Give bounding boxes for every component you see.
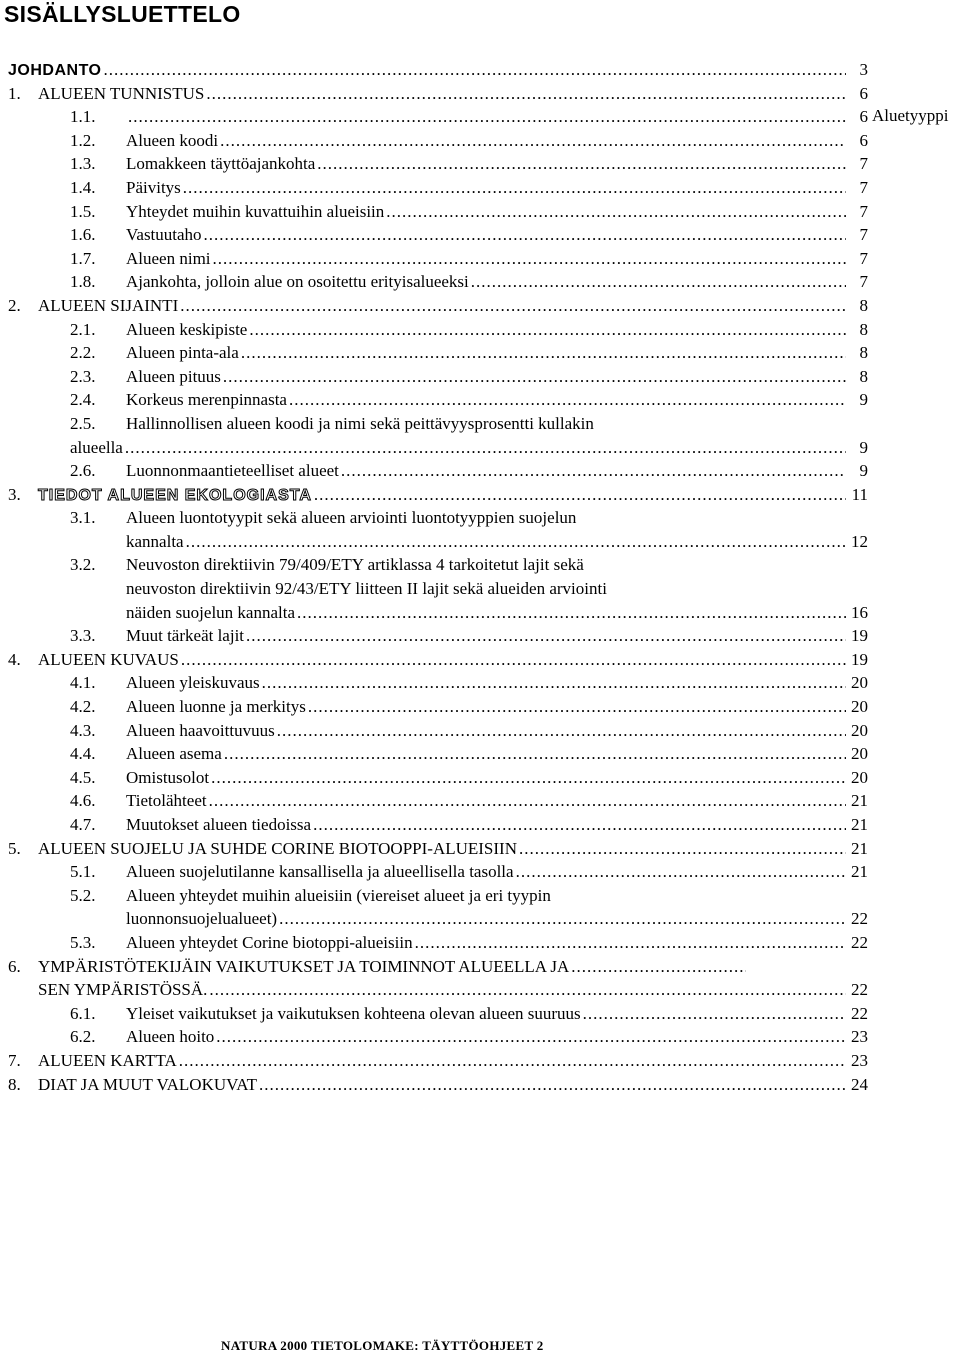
toc-entry [8,789,868,813]
toc-page-number: 24 [851,1074,868,1094]
toc-number: 3.1. [70,508,96,528]
toc-page-number: 22 [851,980,868,1000]
toc-page-number: 8 [859,366,868,386]
toc-leader-dots [314,483,846,507]
toc-entry [8,200,868,224]
toc-number: 5.2. [70,885,96,905]
toc-leader-dots [308,695,846,719]
toc-leader-dots [223,365,846,389]
toc-entry [8,1073,868,1097]
toc-entry [8,648,868,672]
toc-number: 2.3. [70,366,96,386]
toc-entry [8,483,868,507]
toc-leader-dots [259,1073,846,1097]
toc-leader-dots [211,766,846,790]
toc-entry [8,577,868,601]
toc-number: 3. [8,484,21,504]
toc-number: 8. [8,1074,21,1094]
toc-label: luonnonsuojelualueet) [126,907,279,931]
toc-page-number: 20 [851,720,868,740]
toc-label: ALUEEN TUNNISTUS [38,82,206,106]
toc-page-number: 7 [859,225,868,245]
side-text: Aluetyyppi [872,106,949,125]
toc-number: 6.1. [70,1003,96,1023]
toc-label: Muutokset alueen tiedoissa [126,813,313,837]
toc-entry [8,223,868,247]
toc-page-number: 9 [859,390,868,410]
toc-leader-dots [213,247,846,271]
toc-number: 1.8. [70,272,96,292]
toc-page-number: 22 [851,1003,868,1023]
toc-leader-dots [317,152,846,176]
toc-leader-dots [180,294,846,318]
toc-number: 4.7. [70,815,96,834]
toc-label: alueella [70,436,125,460]
toc-entry [8,388,868,412]
toc-entry [8,695,868,719]
toc-label: neuvoston direktiivin 92/43/ETY liitteen II lajit sekä alueiden arviointi [126,577,609,601]
toc-leader-dots [277,719,846,743]
toc-leader-dots [220,129,846,153]
toc-leader-dots [583,1002,846,1026]
toc-page-number: 19 [851,626,868,646]
toc-label: Korkeus merenpinnasta [126,388,289,412]
toc-leader-dots [313,813,846,837]
toc-number: 7. [8,1050,21,1070]
toc-leader-dots [209,789,846,813]
toc-leader-dots [241,341,846,365]
toc-leader-dots [289,388,846,412]
toc-leader-dots [181,648,846,672]
toc-label: Alueen yhteydet Corine biotoppi-alueisiin [126,931,415,955]
toc-label: JOHDANTO [8,59,104,83]
toc-label: Omistusolot [126,766,211,790]
toc-label: Muut tärkeät lajit [126,624,246,648]
page-title: SISÄLLYSLUETTELO [4,1,241,27]
toc-page-number: 16 [851,602,868,622]
toc-page-number: 20 [851,744,868,764]
toc-entry [8,671,868,695]
toc-label: Hallinnollisen alueen koodi ja nimi sekä peittävyysprosentti kullakin [126,412,596,436]
toc-entry [8,1049,868,1073]
toc-label: ALUEEN KUVAUS [38,648,181,672]
toc-label: Lomakkeen täyttöajankohta [126,152,317,176]
toc-entry [8,129,868,153]
toc-number: 2.1. [70,319,96,339]
toc-leader-dots [104,58,847,82]
toc-entry [8,530,868,554]
toc-page-number: 3 [859,60,868,79]
toc-page-number: 6 [859,130,868,150]
toc-entry [8,412,868,436]
toc-page-number: 20 [851,673,868,693]
toc-page-number: 22 [851,909,868,929]
toc-page-number: 20 [851,767,868,787]
toc-page-number: 9 [859,437,868,457]
toc-entry [8,624,868,648]
toc-page-number: 7 [859,177,868,197]
toc-entry [8,766,868,790]
toc-number: 2.5. [70,413,96,433]
toc-entry [8,1025,868,1049]
toc-leader-dots [246,624,846,648]
toc-page-number: 22 [851,932,868,952]
toc-leader-dots [386,200,846,224]
toc-number: 2.6. [70,461,96,481]
toc-label: kannalta [126,530,186,554]
toc-page-number: 7 [859,154,868,174]
toc-page-number: 8 [859,319,868,339]
toc-label: Alueen pinta-ala [126,341,241,365]
toc-number: 1.4. [70,177,96,197]
toc-label: Alueen keskipiste [126,318,249,342]
toc-number: 3.3. [70,626,96,646]
toc-leader-dots [186,530,846,554]
toc-label: ALUEEN SUOJELU JA SUHDE CORINE BIOTOOPPI-ALUEISIIN [38,837,519,861]
toc-entry [8,884,868,908]
toc-entry [8,365,868,389]
toc-page-number: 20 [851,697,868,717]
toc-label: YMPÄRISTÖTEKIJÄIN VAIKUTUKSET JA TOIMINNOT ALUEELLA JA [38,955,571,979]
toc-entry [8,341,868,365]
toc-label: Alueen nimi [126,247,213,271]
toc-entry [8,318,868,342]
toc-leader-dots [297,601,846,625]
toc-leader-dots [209,978,846,1002]
toc-label: Luonnonmaantieteelliset alueet [126,459,341,483]
toc-number: 1.1. [70,107,96,127]
toc-page-number: 6 [859,107,868,127]
toc-leader-dots [204,223,846,247]
toc-number: 4. [8,649,21,669]
toc-entry [8,105,868,129]
toc-leader-dots [125,436,846,460]
toc-label: Alueen luontotyypit sekä alueen arviointi luontotyyppien suojelun [126,506,578,530]
toc-entry [8,294,868,318]
toc-page-number: 7 [859,248,868,268]
toc-label: DIAT JA MUUT VALOKUVAT [38,1073,259,1097]
toc-leader-dots [516,860,846,884]
toc-leader-dots [249,318,846,342]
toc-leader-dots [341,459,846,483]
toc-number: 4.5. [70,767,96,787]
toc-number: 2.2. [70,343,96,363]
toc-entry [8,837,868,861]
toc-leader-dots [471,270,846,294]
toc-entry [8,436,868,460]
toc-page-number: 9 [859,461,868,481]
toc-entry [8,742,868,766]
toc-label: TIEDOT ALUEEN EKOLOGIASTA [38,484,314,508]
toc-entry [8,719,868,743]
toc-page-number: 8 [859,295,868,315]
toc-entry [8,813,868,837]
toc-number: 1.6. [70,225,96,245]
toc-leader-dots [206,82,846,106]
toc-page-number: 8 [859,343,868,363]
toc-leader-dots [279,907,846,931]
toc-leader-dots [571,955,746,979]
toc-page-number: 6 [859,83,868,103]
toc-label: Alueen pituus [126,365,223,389]
toc-label: Alueen suojelutilanne kansallisella ja alueellisella tasolla [126,860,516,884]
toc-entry [8,247,868,271]
toc-entry [8,82,868,106]
toc-entry [8,907,868,931]
toc-page-number: 19 [851,649,868,669]
toc-page-number: 21 [851,815,868,834]
toc-number: 1.3. [70,154,96,174]
toc-leader-dots [519,837,846,861]
toc-page-number: 7 [859,201,868,221]
toc-entry [8,459,868,483]
toc-label: ALUEEN KARTTA [38,1049,179,1073]
toc-number: 2. [8,295,21,315]
toc-number: 4.4. [70,744,96,764]
toc-page-number: 12 [851,531,868,551]
toc-number: 1.2. [70,130,96,150]
toc-number: 4.3. [70,720,96,740]
toc-number: 1. [8,83,21,103]
toc-entry [8,931,868,955]
toc-leader-dots [224,742,846,766]
toc-label: Tietolähteet [126,789,209,813]
toc-label: Yhteydet muihin kuvattuihin alueisiin [126,200,386,224]
toc-number: 1.7. [70,248,96,268]
toc-label: Päivitys [126,176,183,200]
toc-entry [8,1002,868,1026]
toc-label: Yleiset vaikutukset ja vaikutuksen kohteena olevan alueen suuruus [126,1002,583,1026]
toc-entry [8,176,868,200]
toc-label: Alueen asema [126,742,224,766]
toc-label: Alueen hoito [126,1025,216,1049]
toc-entry [8,152,868,176]
toc-page-number: 21 [851,862,868,882]
toc-label: Vastuutaho [126,223,204,247]
toc-number: 5.1. [70,862,96,882]
toc-page-number: 23 [851,1050,868,1070]
toc-number: 2.4. [70,390,96,410]
toc-label: Alueen luonne ja merkitys [126,695,308,719]
toc-label: Alueen yhteydet muihin alueisiin (viereiset alueet ja eri tyypin [126,884,553,908]
toc-entry [8,860,868,884]
toc-label: Ajankohta, jolloin alue on osoitettu erityisalueeksi [126,270,471,294]
toc-leader-dots [183,176,846,200]
toc-leader-dots [179,1049,846,1073]
toc-number: 4.2. [70,697,96,717]
toc-entry [8,506,868,530]
toc-entry [8,270,868,294]
toc-entry [8,955,868,979]
toc-number: 1.5. [70,201,96,221]
toc-entry [8,601,868,625]
page-footer: NATURA 2000 TIETOLOMAKE: TÄYTTÖOHJEET 2 [221,1338,544,1353]
toc-leader-dots [262,671,846,695]
toc-page-number: 21 [851,838,868,858]
toc-label: Neuvoston direktiivin 79/409/ETY artiklassa 4 tarkoitetut lajit sekä [126,553,586,577]
toc-label: Alueen haavoittuvuus [126,719,277,743]
toc-leader-dots [216,1025,846,1049]
toc-number: 5.3. [70,932,96,952]
toc-page-number: 23 [851,1027,868,1047]
toc-label: Alueen koodi [126,129,220,153]
table-of-contents [8,58,868,1096]
toc-number: 3.2. [70,555,96,575]
toc-label: näiden suojelun kannalta [126,601,297,625]
toc-label: SEN YMPÄRISTÖSSÄ. [38,978,209,1002]
toc-page-number: 11 [851,484,868,504]
toc-number: 6.2. [70,1027,96,1047]
toc-entry [8,58,868,82]
toc-entry [8,978,868,1002]
toc-entry [8,553,868,577]
toc-number: 4.6. [70,791,96,811]
toc-number: 6. [8,956,21,976]
toc-label: ALUEEN SIJAINTI [38,294,180,318]
toc-leader-dots [415,931,846,955]
toc-label: Alueen yleiskuvaus [126,671,262,695]
toc-leader-dots [128,105,846,129]
toc-page-number: 7 [859,272,868,292]
toc-page-number: 21 [851,791,868,811]
toc-number: 5. [8,838,21,858]
toc-number: 4.1. [70,673,96,693]
